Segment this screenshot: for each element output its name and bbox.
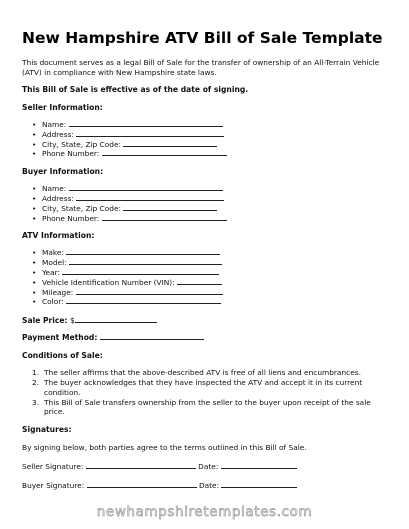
buyer-signature-label: Buyer Signature: (22, 481, 85, 491)
payment-method-label: Payment Method: (22, 333, 98, 343)
buyer-heading: Buyer Information: (22, 167, 104, 177)
buyer-date-line[interactable] (221, 481, 297, 488)
seller-date-line[interactable] (221, 462, 297, 469)
seller-signature-label: Seller Signature: (22, 462, 84, 472)
payment-method-field[interactable] (22, 333, 387, 343)
buyer-address-field[interactable]: • Address: (32, 194, 387, 204)
seller-city-state-zip-line[interactable] (123, 140, 217, 147)
sale-price-line[interactable] (75, 316, 157, 323)
seller-address-line[interactable] (76, 130, 224, 137)
atv-model-field[interactable]: • Model: (32, 258, 387, 268)
signatures-section (22, 425, 387, 491)
payment-method-line[interactable] (100, 333, 204, 340)
seller-fields (32, 120, 387, 159)
seller-phone-field[interactable]: • Phone Number: (32, 149, 387, 159)
seller-signature-row[interactable] (22, 462, 387, 472)
sale-price-field[interactable] (22, 316, 387, 326)
atv-vin-line[interactable] (177, 278, 222, 285)
buyer-address-line[interactable] (76, 194, 224, 201)
conditions-list (32, 368, 387, 417)
signatures-intro: By signing below, both parties agree to the terms outlined in this Bill of Sale. (22, 443, 307, 453)
atv-model-line[interactable] (69, 258, 222, 265)
seller-section (22, 103, 387, 159)
buyer-phone-line[interactable] (102, 214, 227, 221)
atv-vin-field[interactable]: • Vehicle Identification Number (VIN): (32, 278, 387, 288)
atv-section (22, 231, 387, 307)
seller-name-field[interactable]: • Name: (32, 120, 387, 130)
seller-address-field[interactable]: • Address: (32, 130, 387, 140)
atv-mileage-field[interactable]: • Mileage: (32, 288, 387, 298)
buyer-signature-line[interactable] (87, 481, 197, 488)
buyer-name-line[interactable] (69, 184, 223, 191)
atv-mileage-line[interactable] (76, 288, 223, 295)
seller-signature-line[interactable] (86, 462, 196, 469)
buyer-city-state-zip-line[interactable] (123, 204, 217, 211)
atv-color-field[interactable]: • Color: (32, 297, 387, 307)
sale-price-prefix: $ (70, 316, 75, 326)
atv-year-field[interactable]: • Year: (32, 268, 387, 278)
buyer-date-label: Date: (198, 481, 220, 491)
atv-make-line[interactable] (66, 248, 220, 255)
seller-date-label: Date: (198, 462, 219, 472)
atv-make-field[interactable]: • Make: (32, 248, 387, 258)
atv-year-line[interactable] (62, 268, 219, 275)
seller-name-line[interactable] (69, 120, 223, 127)
seller-city-state-zip-field[interactable]: • City, State, Zip Code: (32, 140, 387, 150)
atv-color-line[interactable] (66, 297, 221, 304)
effective-statement: This Bill of Sale is effective as of the date of signing. (22, 85, 249, 94)
atv-heading: ATV Information: (22, 231, 95, 241)
buyer-name-field[interactable]: • Name: (32, 184, 387, 194)
document-title: New Hampshire ATV Bill of Sale Template (22, 29, 383, 47)
conditions-section (22, 351, 387, 417)
site-watermark: newhampshiretemplates.com (96, 504, 313, 520)
seller-phone-line[interactable] (102, 149, 227, 156)
atv-fields (32, 248, 387, 307)
buyer-fields (32, 184, 387, 223)
seller-heading: Seller Information: (22, 103, 103, 112)
intro-paragraph: This document serves as a legal Bill of Sale for the transfer of ownership of an All-Terrain Vehicle (ATV) in compliance with New Hampshire state laws. (22, 58, 380, 77)
sale-price-label: Sale Price: (22, 316, 68, 326)
condition-item: 1. The seller affirms that the above-described ATV is free of all liens and encumbrances. (32, 368, 361, 378)
condition-item: 2. The buyer acknowledges that they have inspected the ATV and accept it in its current condition. (32, 377, 363, 397)
condition-item: 3. This Bill of Sale transfers ownership from the seller to the buyer upon receipt of the sale price. (32, 397, 371, 417)
buyer-section (22, 167, 387, 223)
buyer-city-state-zip-field[interactable]: • City, State, Zip Code: (32, 204, 387, 214)
signatures-heading: Signatures: (22, 425, 72, 435)
buyer-phone-field[interactable]: • Phone Number: (32, 214, 387, 224)
conditions-heading: Conditions of Sale: (22, 351, 103, 361)
buyer-signature-row[interactable] (22, 481, 387, 491)
